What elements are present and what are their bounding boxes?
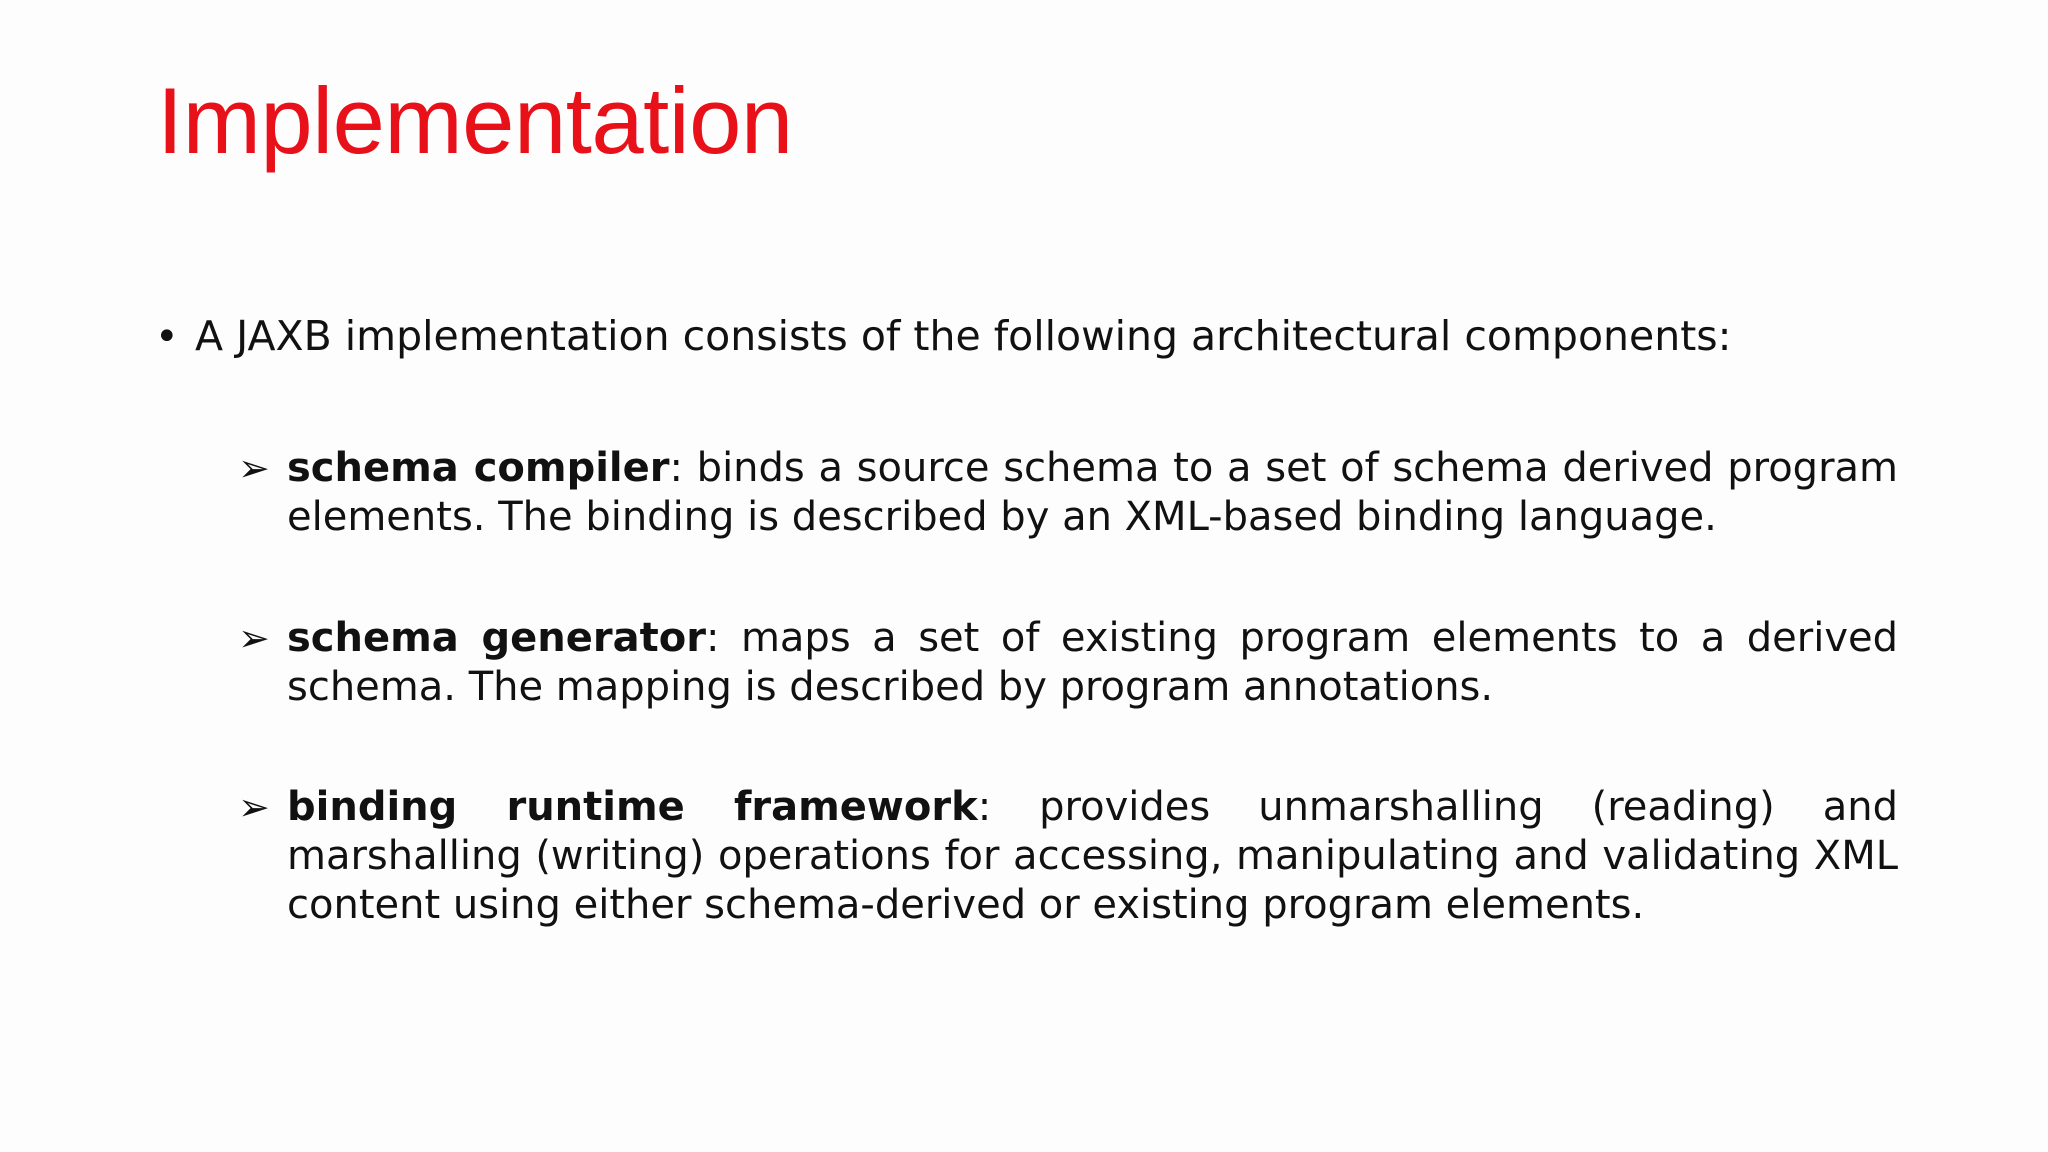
component-description: : maps a set of existing program elements to a derived schema. The mapping is described by program annotations. [287,615,1899,710]
component-description: : binds a source schema to a set of schema derived program elements. The binding is described by an XML-based binding language. [287,445,1898,540]
component-description: : provides unmarshalling (reading) and marshalling (writing) operations for accessing, manipulating and validating XML content using either schema-derived or existing program elements. [287,784,1899,928]
intro-bullet [155,307,1915,366]
component-term: schema generator [287,615,706,661]
arrow-bullet-icon: ➢ [238,446,270,490]
component-term: binding runtime framework [287,784,978,830]
arrow-bullet-icon: ➢ [238,616,270,660]
bullet-dot-icon: • [155,314,179,360]
component-item-schema-compiler [238,444,1898,542]
component-text [238,444,1898,542]
component-text [238,783,1899,930]
component-text [238,614,1899,712]
slide-title: Implementation [157,68,793,173]
component-term: schema compiler [287,445,670,491]
arrow-bullet-icon: ➢ [238,785,270,829]
component-item-binding-runtime-framework [238,783,1898,930]
component-item-schema-generator [238,614,1898,712]
intro-text: A JAXB implementation consists of the following architectural components: [195,312,1732,360]
